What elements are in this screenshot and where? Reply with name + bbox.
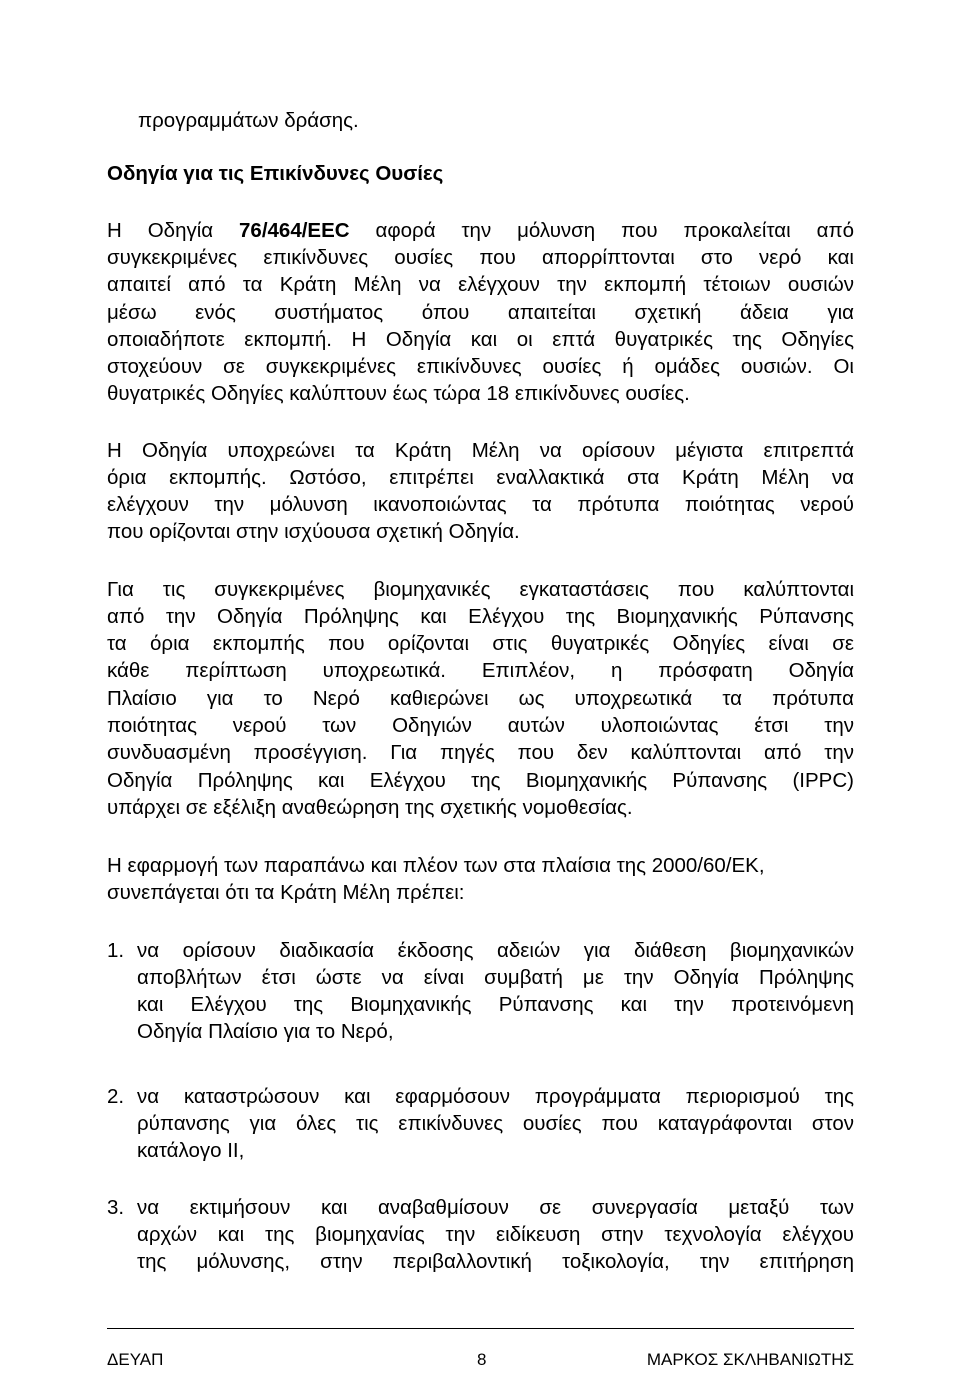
paragraph-line: ελέγχουν την μόλυνση ικανοποιώντας τα πρότυπα ποιότητας νερού: [107, 493, 854, 516]
paragraph-line: θυγατρικές Οδηγίες καλύπτουν έως τώρα 18 επικίνδυνες ουσίες.: [107, 382, 690, 405]
list-item-line: ρύπανσης για όλες τις επικίνδυνες ουσίες που καταγράφονται στον: [137, 1112, 854, 1135]
paragraph-line: τα όρια εκπομπής που ορίζονται στις θυγατρικές Οδηγίες είναι σε: [107, 632, 854, 655]
list-item-line: Οδηγία Πλαίσιο για το Νερό,: [137, 1020, 394, 1043]
paragraph-line: κάθε περίπτωση υποχρεωτικά. Επιπλέον, η πρόσφατη Οδηγία: [107, 659, 854, 682]
directive-number: 76/464/EEC: [239, 219, 350, 242]
list-number: 3.: [107, 1196, 125, 1219]
paragraph-line: [107, 217, 854, 244]
paragraph-line: συνδυασμένη προσέγγιση. Για πηγές που δεν καλύπτονται από την: [107, 741, 854, 764]
paragraph-line: υπάρχει σε εξέλιξη αναθεώρηση της σχετικής νομοθεσίας.: [107, 796, 633, 819]
text-run: αφορά την μόλυνση που προκαλείται από: [349, 219, 855, 242]
paragraph-line: Οδηγία Πρόληψης και Ελέγχου της Βιομηχανικής Ρύπανσης (IPPC): [107, 769, 854, 792]
list-item-line: κατάλογο II,: [137, 1139, 245, 1162]
footer-author: ΜΑΡΚΟΣ ΣΚΛΗΒΑΝΙΩΤΗΣ: [646, 1350, 854, 1369]
paragraph-line: όρια εκπομπής. Ωστόσο, επιτρέπει εναλλακτικά στα Κράτη Μέλη να: [107, 466, 854, 489]
list-number: 2.: [107, 1085, 125, 1108]
paragraph-line: από την Οδηγία Πρόληψης και Ελέγχου της Βιομηχανικής Ρύπανσης: [107, 605, 854, 628]
paragraph-line: που ορίζονται στην ισχύουσα σχετική Οδηγία.: [107, 520, 520, 543]
intro-line: προγραμμάτων δράσης.: [138, 109, 359, 132]
list-item-line: της μόλυνσης, στην περιβαλλοντική τοξικολογία, την επιτήρηση: [137, 1250, 854, 1273]
list-number: 1.: [107, 939, 125, 962]
text-run: Η Οδηγία: [107, 219, 240, 242]
paragraph-line: απαιτεί από τα Κράτη Μέλη να ελέγχουν την εκπομπή τέτοιων ουσιών: [107, 273, 854, 296]
footer-divider: [107, 1328, 854, 1329]
paragraph-line: οποιαδήποτε εκπομπή. Η Οδηγία και οι επτά θυγατρικές της Οδηγίες: [107, 328, 854, 351]
paragraph-line: στοχεύουν σε συγκεκριμένες επικίνδυνες ουσίες ή ομάδες ουσιών. Οι: [107, 355, 854, 378]
paragraph-line: Πλαίσιο για το Νερό καθιερώνει ως υποχρεωτικά τα πρότυπα: [107, 687, 854, 710]
paragraph-line: Για τις συγκεκριμένες βιομηχανικές εγκαταστάσεις που καλύπτονται: [107, 578, 854, 601]
section-heading: Οδηγία για τις Επικίνδυνες Ουσίες: [107, 162, 444, 185]
list-item-line: αρχών και της βιομηχανίας την ειδίκευση στην τεχνολογία ελέγχου: [137, 1223, 854, 1246]
paragraph-line: Η Οδηγία υποχρεώνει τα Κράτη Μέλη να ορίσουν μέγιστα επιτρεπτά: [107, 439, 854, 462]
paragraph-line: συνεπάγεται ότι τα Κράτη Μέλη πρέπει:: [107, 881, 465, 904]
list-item-line: να ορίσουν διαδικασία έκδοσης αδειών για διάθεση βιομηχανικών: [137, 939, 854, 962]
paragraph-line: μέσω ενός συστήματος όπου απαιτείται σχετική άδεια για: [107, 301, 854, 324]
paragraph-line: συγκεκριμένες επικίνδυνες ουσίες που απορρίπτονται στο νερό και: [107, 246, 854, 269]
list-item-line: και Ελέγχου της Βιομηχανικής Ρύπανσης και την προτεινόμενη: [137, 993, 854, 1016]
paragraph-line: ποιότητας νερού των Οδηγιών αυτών υλοποιώντας έτσι την: [107, 714, 854, 737]
footer-organization: ΔΕΥΑΠ: [107, 1350, 164, 1369]
paragraph-line: Η εφαρμογή των παραπάνω και πλέον των στα πλαίσια της 2000/60/ΕΚ,: [107, 854, 765, 877]
list-item-line: αποβλήτων έτσι ώστε να είναι συμβατή με την Οδηγία Πρόληψης: [137, 966, 854, 989]
list-item-line: να καταστρώσουν και εφαρμόσουν προγράμματα περιορισμού της: [137, 1085, 854, 1108]
list-item-line: να εκτιμήσουν και αναβαθμίσουν σε συνεργασία μεταξύ των: [137, 1196, 854, 1219]
page-number: 8: [477, 1350, 487, 1369]
